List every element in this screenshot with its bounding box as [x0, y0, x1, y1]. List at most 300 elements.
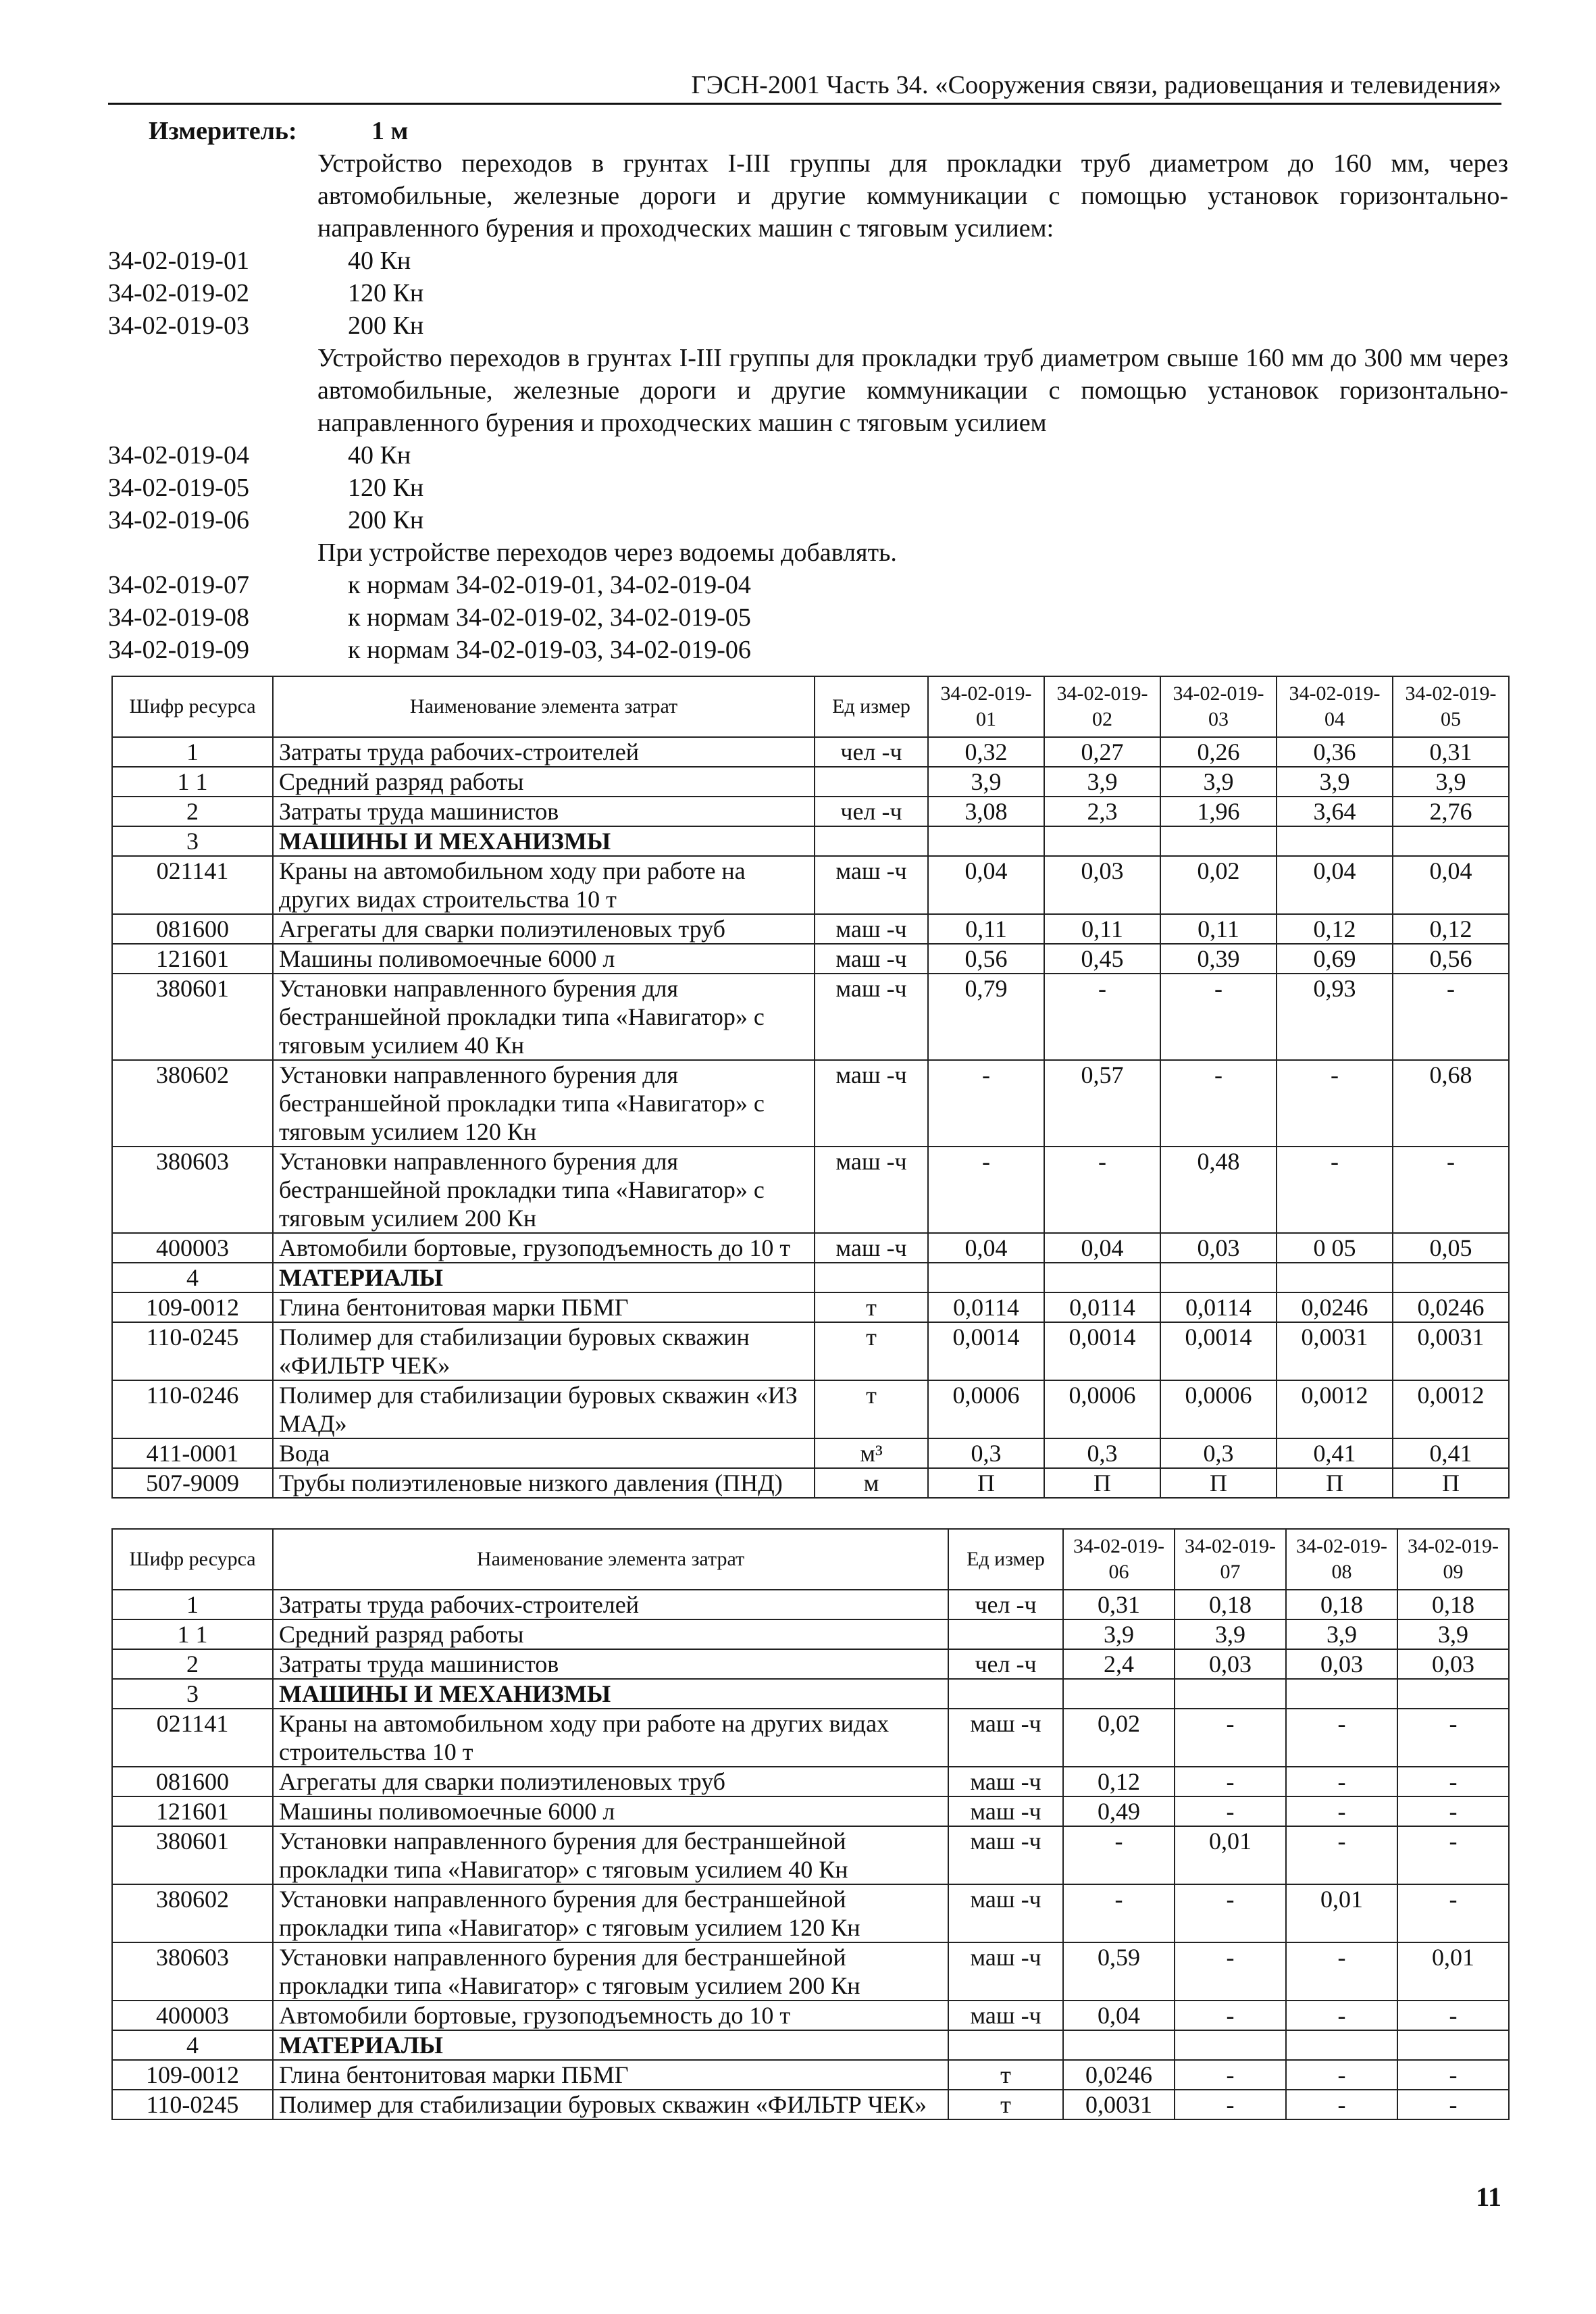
col-header-norm: 34-02-019-09	[1397, 1529, 1509, 1590]
cell-value: -	[1397, 1709, 1509, 1767]
cell-code: 380603	[112, 1147, 273, 1233]
cell-name: Затраты труда машинистов	[273, 797, 815, 826]
norm-code: 34-02-019-01	[108, 247, 249, 275]
cell-value: 0,27	[1044, 737, 1160, 767]
meter-line	[108, 115, 1508, 147]
cell-name: Затраты труда рабочих-строителей	[273, 1590, 948, 1619]
cell-value: 0,0012	[1393, 1380, 1509, 1438]
cell-name: Машины поливомоечные 6000 л	[273, 944, 815, 974]
cell-value: 3,9	[1397, 1619, 1509, 1649]
cell-value: -	[1175, 1884, 1286, 1942]
cell-value: 0,01	[1397, 1942, 1509, 2001]
cell-value: -	[1397, 1884, 1509, 1942]
cell-value: 0,05	[1393, 1233, 1509, 1263]
cell-name: Полимер для стабилизации буровых скважин «ИЗ МАД»	[273, 1380, 815, 1438]
cell-value: 0,01	[1286, 1884, 1397, 1942]
table-row	[112, 797, 1509, 826]
table-row	[112, 2060, 1509, 2090]
meter-label: Измеритель:	[149, 117, 297, 145]
cell-value: -	[928, 1147, 1044, 1233]
cell-name: Трубы полиэтиленовые низкого давления (ПНД)	[273, 1468, 815, 1498]
cell-unit	[948, 1619, 1063, 1649]
table1-body	[112, 737, 1509, 1498]
code-row	[108, 245, 1508, 277]
cell-unit: т	[815, 1292, 928, 1322]
col-header-unit: Ед измер	[948, 1529, 1063, 1590]
cell-value: 3,64	[1277, 797, 1393, 826]
col-header-norm: 34-02-019-05	[1393, 676, 1509, 737]
norm-code: 34-02-019-03	[108, 311, 249, 340]
cell-value	[1044, 1263, 1160, 1292]
cell-value: 0,3	[1160, 1438, 1277, 1468]
table-row	[112, 1292, 1509, 1322]
cell-name: Средний разряд работы	[273, 767, 815, 797]
table-row	[112, 1380, 1509, 1438]
code-row	[108, 601, 1508, 634]
cell-value: 0,11	[1160, 914, 1277, 944]
cell-name: Автомобили бортовые, грузоподъемность до 10 т	[273, 2001, 948, 2030]
cell-value: 0,26	[1160, 737, 1277, 767]
cell-unit: маш -ч	[815, 1147, 928, 1233]
cell-name: Установки направленного бурения для бестраншейной прокладки типа «Навигатор» с тяговым усилием 120 Кн	[273, 1060, 815, 1147]
cell-value: 0,03	[1397, 1649, 1509, 1679]
cell-value: 0,11	[1044, 914, 1160, 944]
cell-value: -	[1286, 2090, 1397, 2119]
cell-unit: маш -ч	[815, 944, 928, 974]
cell-value: 0,0114	[1160, 1292, 1277, 1322]
cell-value	[1175, 1679, 1286, 1709]
cell-value: 2,4	[1063, 1649, 1175, 1679]
cell-name: Вода	[273, 1438, 815, 1468]
norm-text: 40 Кн	[348, 441, 411, 470]
cell-value: -	[1397, 2001, 1509, 2030]
col-header-norm: 34-02-019-08	[1286, 1529, 1397, 1590]
cell-name: МАШИНЫ И МЕХАНИЗМЫ	[273, 826, 815, 856]
cell-value	[1277, 1263, 1393, 1292]
section-row	[112, 2030, 1509, 2060]
cell-value: 0,68	[1393, 1060, 1509, 1147]
cell-code: 380601	[112, 1826, 273, 1884]
cell-code: 021141	[112, 1709, 273, 1767]
cell-value: 0,0246	[1063, 2060, 1175, 2090]
cell-value: 0,03	[1175, 1649, 1286, 1679]
cell-value: 0,0014	[928, 1322, 1044, 1380]
cell-value: 0,56	[1393, 944, 1509, 974]
cell-value: -	[1286, 1942, 1397, 2001]
norm-text: 200 Кн	[348, 311, 424, 340]
cell-value: 0,0014	[1160, 1322, 1277, 1380]
cell-code: 411-0001	[112, 1438, 273, 1468]
code-row	[108, 439, 1508, 472]
cell-unit: т	[815, 1322, 928, 1380]
section-row	[112, 1263, 1509, 1292]
table-row	[112, 1468, 1509, 1498]
cell-value	[1393, 1263, 1509, 1292]
cell-unit: маш -ч	[948, 1796, 1063, 1826]
cell-value	[1063, 2030, 1175, 2060]
cell-unit: чел -ч	[815, 737, 928, 767]
cell-value: -	[1175, 2090, 1286, 2119]
cell-unit: чел -ч	[948, 1590, 1063, 1619]
table-row	[112, 974, 1509, 1060]
cell-name: Установки направленного бурения для бестраншейной прокладки типа «Навигатор» с тяговым усилием 120 Кн	[273, 1884, 948, 1942]
cell-code: 4	[112, 1263, 273, 1292]
table-row	[112, 737, 1509, 767]
cell-value: 0,0006	[928, 1380, 1044, 1438]
cell-value	[1397, 2030, 1509, 2060]
cell-code: 400003	[112, 2001, 273, 2030]
cell-value: 3,9	[928, 767, 1044, 797]
norm-text: 40 Кн	[348, 247, 411, 275]
resource-table-2	[111, 1528, 1510, 2120]
cell-value: 0,04	[1044, 1233, 1160, 1263]
cell-value: 0,93	[1277, 974, 1393, 1060]
cell-unit: маш -ч	[815, 974, 928, 1060]
cell-name: Средний разряд работы	[273, 1619, 948, 1649]
table-row	[112, 1322, 1509, 1380]
cell-value: 0,0246	[1277, 1292, 1393, 1322]
group3-note: При устройстве переходов через водоемы добавлять.	[317, 538, 897, 567]
norm-code: 34-02-019-06	[108, 506, 249, 534]
col-header-code: Шифр ресурса	[112, 676, 273, 737]
cell-code: 380602	[112, 1060, 273, 1147]
code-row	[108, 634, 1508, 666]
cell-code: 1	[112, 737, 273, 767]
cell-code: 021141	[112, 856, 273, 914]
cell-code: 400003	[112, 1233, 273, 1263]
cell-code: 2	[112, 1649, 273, 1679]
cell-name: Глина бентонитовая марки ПБМГ	[273, 2060, 948, 2090]
cell-value	[1393, 826, 1509, 856]
table-row	[112, 1438, 1509, 1468]
cell-value: 3,08	[928, 797, 1044, 826]
cell-value: 1,96	[1160, 797, 1277, 826]
cell-unit: маш -ч	[815, 914, 928, 944]
norm-code: 34-02-019-05	[108, 474, 249, 502]
cell-value: 0,41	[1277, 1438, 1393, 1468]
cell-name: Глина бентонитовая марки ПБМГ	[273, 1292, 815, 1322]
cell-value: 0,3	[928, 1438, 1044, 1468]
cell-value: 0,11	[928, 914, 1044, 944]
cell-code: 2	[112, 797, 273, 826]
cell-value: 0,69	[1277, 944, 1393, 974]
cell-unit: маш -ч	[815, 1233, 928, 1263]
cell-unit: чел -ч	[815, 797, 928, 826]
resource-table-1	[111, 676, 1510, 1499]
norm-code: 34-02-019-02	[108, 279, 249, 307]
cell-name: МАШИНЫ И МЕХАНИЗМЫ	[273, 1679, 948, 1709]
col-header-unit: Ед измер	[815, 676, 928, 737]
norm-code: 34-02-019-09	[108, 636, 249, 664]
norm-code: 34-02-019-07	[108, 571, 249, 599]
cell-value: -	[1286, 1767, 1397, 1796]
cell-value: 0,03	[1044, 856, 1160, 914]
table-row	[112, 1147, 1509, 1233]
cell-name: Затраты труда рабочих-строителей	[273, 737, 815, 767]
cell-name: Полимер для стабилизации буровых скважин «ФИЛЬТР ЧЕК»	[273, 1322, 815, 1380]
cell-code: 3	[112, 1679, 273, 1709]
cell-value: -	[1397, 1767, 1509, 1796]
cell-value	[1063, 1679, 1175, 1709]
cell-value: -	[1397, 2060, 1509, 2090]
col-header-norm: 34-02-019-04	[1277, 676, 1393, 737]
norm-code: 34-02-019-04	[108, 441, 249, 470]
cell-value: 0,31	[1393, 737, 1509, 767]
cell-unit: маш -ч	[948, 1709, 1063, 1767]
group1-description: Устройство переходов в грунтах I-III группы для прокладки труб диаметром до 160 мм, через автомобильные, железные дороги и другие коммуникации с помощью установок горизонтально-направленного бурения и проходческих машин с тяговым усилием:	[317, 149, 1508, 243]
cell-code: 380603	[112, 1942, 273, 2001]
cell-code: 121601	[112, 944, 273, 974]
cell-value: 0,57	[1044, 1060, 1160, 1147]
section-row	[112, 1679, 1509, 1709]
cell-value	[1286, 1679, 1397, 1709]
code-row	[108, 309, 1508, 342]
cell-value: -	[1044, 1147, 1160, 1233]
cell-value: -	[1044, 974, 1160, 1060]
cell-value: 0,04	[1393, 856, 1509, 914]
col-header-norm: 34-02-019-02	[1044, 676, 1160, 737]
cell-unit	[815, 826, 928, 856]
cell-code: 507-9009	[112, 1468, 273, 1498]
cell-value: 3,9	[1277, 767, 1393, 797]
cell-value: 0,36	[1277, 737, 1393, 767]
cell-value: 3,9	[1286, 1619, 1397, 1649]
table-row	[112, 1942, 1509, 2001]
cell-value: П	[1044, 1468, 1160, 1498]
cell-value: -	[1175, 2060, 1286, 2090]
col-header-norm: 34-02-019-06	[1063, 1529, 1175, 1590]
cell-value: -	[1175, 1709, 1286, 1767]
cell-value: 0,0031	[1063, 2090, 1175, 2119]
table-row	[112, 914, 1509, 944]
cell-value: -	[1286, 1709, 1397, 1767]
cell-value: -	[1063, 1884, 1175, 1942]
cell-value: -	[1160, 974, 1277, 1060]
cell-value: 0,49	[1063, 1796, 1175, 1826]
cell-value: 0,02	[1160, 856, 1277, 914]
cell-name: Краны на автомобильном ходу при работе на других видах строительства 10 т	[273, 1709, 948, 1767]
page-header: ГЭСН-2001 Часть 34. «Сооружения связи, радиовещания и телевидения»	[108, 68, 1501, 105]
cell-value: -	[1286, 1796, 1397, 1826]
table-row	[112, 1826, 1509, 1884]
cell-value: 0,32	[928, 737, 1044, 767]
cell-value: 0,0114	[1044, 1292, 1160, 1322]
cell-value: 0,01	[1175, 1826, 1286, 1884]
cell-code: 1 1	[112, 1619, 273, 1649]
cell-value: 0,12	[1393, 914, 1509, 944]
table-row	[112, 2001, 1509, 2030]
cell-value: 3,9	[1160, 767, 1277, 797]
cell-unit: т	[815, 1380, 928, 1438]
table-row	[112, 1796, 1509, 1826]
cell-value: 0,56	[928, 944, 1044, 974]
cell-code: 110-0245	[112, 2090, 273, 2119]
cell-unit	[948, 1679, 1063, 1709]
cell-value: 0,48	[1160, 1147, 1277, 1233]
section-row	[112, 826, 1509, 856]
code-row	[108, 277, 1508, 309]
group2-description: Устройство переходов в грунтах I-III группы для прокладки труб диаметром свыше 160 мм до 300 мм через автомобильные, железные дороги и другие коммуникации с помощью установок горизонтально-направленного бурения и проходческих машин с тяговым усилием	[317, 344, 1508, 437]
cell-unit: маш -ч	[948, 2001, 1063, 2030]
cell-value: 0,45	[1044, 944, 1160, 974]
cell-value: -	[1160, 1060, 1277, 1147]
table-row	[112, 1884, 1509, 1942]
norm-text: к нормам 34-02-019-03, 34-02-019-06	[348, 636, 751, 664]
cell-value	[1286, 2030, 1397, 2060]
cell-unit: м	[815, 1468, 928, 1498]
cell-value	[1397, 1679, 1509, 1709]
norm-text: 200 Кн	[348, 506, 424, 534]
cell-value: -	[1175, 1942, 1286, 2001]
cell-value	[1175, 2030, 1286, 2060]
cell-value: 0,0006	[1044, 1380, 1160, 1438]
cell-value: -	[1277, 1147, 1393, 1233]
cell-value: -	[1175, 1767, 1286, 1796]
cell-value: -	[1175, 2001, 1286, 2030]
cell-value: 0,18	[1286, 1590, 1397, 1619]
cell-value: 0,04	[928, 1233, 1044, 1263]
norm-text: 120 Кн	[348, 279, 424, 307]
code-row	[108, 472, 1508, 504]
cell-value	[1277, 826, 1393, 856]
cell-code: 4	[112, 2030, 273, 2060]
code-row	[108, 504, 1508, 536]
norm-code: 34-02-019-08	[108, 603, 249, 632]
cell-value: -	[1063, 1826, 1175, 1884]
cell-value: -	[1286, 2001, 1397, 2030]
cell-value: 3,9	[1063, 1619, 1175, 1649]
cell-value: 0,31	[1063, 1590, 1175, 1619]
cell-unit: маш -ч	[948, 1884, 1063, 1942]
cell-unit	[948, 2030, 1063, 2060]
col-header-code: Шифр ресурса	[112, 1529, 273, 1590]
cell-name: Автомобили бортовые, грузоподъемность до 10 т	[273, 1233, 815, 1263]
cell-unit: маш -ч	[815, 856, 928, 914]
norm-text: к нормам 34-02-019-02, 34-02-019-05	[348, 603, 751, 632]
cell-value: 0,18	[1397, 1590, 1509, 1619]
cell-value: 0,18	[1175, 1590, 1286, 1619]
cell-value: 0,04	[928, 856, 1044, 914]
table-header-row	[112, 1529, 1509, 1590]
cell-code: 3	[112, 826, 273, 856]
cell-name: Затраты труда машинистов	[273, 1649, 948, 1679]
cell-value: П	[1277, 1468, 1393, 1498]
cell-name: Агрегаты для сварки полиэтиленовых труб	[273, 914, 815, 944]
cell-unit: маш -ч	[948, 1942, 1063, 2001]
table2-body	[112, 1590, 1509, 2119]
cell-value: 0,03	[1160, 1233, 1277, 1263]
col-header-name: Наименование элемента затрат	[273, 1529, 948, 1590]
cell-value: 0,0031	[1277, 1322, 1393, 1380]
cell-code: 081600	[112, 1767, 273, 1796]
col-header-norm: 34-02-019-01	[928, 676, 1044, 737]
cell-code: 121601	[112, 1796, 273, 1826]
cell-value: П	[928, 1468, 1044, 1498]
cell-value	[1160, 1263, 1277, 1292]
cell-unit: маш -ч	[815, 1060, 928, 1147]
cell-unit	[815, 767, 928, 797]
cell-code: 109-0012	[112, 2060, 273, 2090]
cell-value: 0,04	[1063, 2001, 1175, 2030]
table-row	[112, 2090, 1509, 2119]
cell-value: 0,0031	[1393, 1322, 1509, 1380]
cell-value: 0,41	[1393, 1438, 1509, 1468]
cell-unit: т	[948, 2090, 1063, 2119]
cell-name: Установки направленного бурения для бестраншейной прокладки типа «Навигатор» с тяговым усилием 40 Кн	[273, 1826, 948, 1884]
cell-value: 0,79	[928, 974, 1044, 1060]
cell-value: 0,12	[1063, 1767, 1175, 1796]
cell-value: -	[1175, 1796, 1286, 1826]
cell-value: 3,9	[1175, 1619, 1286, 1649]
cell-name: Установки направленного бурения для бестраншейной прокладки типа «Навигатор» с тяговым усилием 40 Кн	[273, 974, 815, 1060]
cell-value: 0,0114	[928, 1292, 1044, 1322]
cell-value: -	[1393, 1147, 1509, 1233]
cell-value: 0,3	[1044, 1438, 1160, 1468]
table-row	[112, 944, 1509, 974]
table-row	[112, 1590, 1509, 1619]
cell-value: П	[1393, 1468, 1509, 1498]
col-header-norm: 34-02-019-07	[1175, 1529, 1286, 1590]
cell-code: 110-0246	[112, 1380, 273, 1438]
cell-name: Установки направленного бурения для бестраншейной прокладки типа «Навигатор» с тяговым усилием 200 Кн	[273, 1147, 815, 1233]
cell-name: МАТЕРИАЛЫ	[273, 1263, 815, 1292]
cell-name: Машины поливомоечные 6000 л	[273, 1796, 948, 1826]
table-row	[112, 1767, 1509, 1796]
cell-value	[928, 1263, 1044, 1292]
cell-value: 0 05	[1277, 1233, 1393, 1263]
cell-value: -	[1397, 1826, 1509, 1884]
table-row	[112, 767, 1509, 797]
cell-value: -	[1397, 1796, 1509, 1826]
cell-name: Установки направленного бурения для бестраншейной прокладки типа «Навигатор» с тяговым усилием 200 Кн	[273, 1942, 948, 2001]
cell-value: 3,9	[1393, 767, 1509, 797]
cell-unit: т	[948, 2060, 1063, 2090]
col-header-name: Наименование элемента затрат	[273, 676, 815, 737]
cell-code: 380601	[112, 974, 273, 1060]
cell-code: 1 1	[112, 767, 273, 797]
cell-code: 1	[112, 1590, 273, 1619]
col-header-norm: 34-02-019-03	[1160, 676, 1277, 737]
cell-value: -	[1286, 1826, 1397, 1884]
cell-value: 2,3	[1044, 797, 1160, 826]
cell-unit: маш -ч	[948, 1767, 1063, 1796]
cell-value	[1044, 826, 1160, 856]
cell-value: -	[928, 1060, 1044, 1147]
cell-code: 380602	[112, 1884, 273, 1942]
cell-value: 0,0014	[1044, 1322, 1160, 1380]
cell-name: Агрегаты для сварки полиэтиленовых труб	[273, 1767, 948, 1796]
cell-value: -	[1286, 2060, 1397, 2090]
cell-value: 0,12	[1277, 914, 1393, 944]
meter-value: 1 м	[371, 117, 409, 145]
cell-value: 3,9	[1044, 767, 1160, 797]
cell-code: 109-0012	[112, 1292, 273, 1322]
cell-value: 0,04	[1277, 856, 1393, 914]
page-number: 11	[1476, 2182, 1501, 2212]
cell-name: Полимер для стабилизации буровых скважин «ФИЛЬТР ЧЕК»	[273, 2090, 948, 2119]
cell-value	[1160, 826, 1277, 856]
table-row	[112, 856, 1509, 914]
cell-value: -	[1397, 2090, 1509, 2119]
cell-name: Краны на автомобильном ходу при работе на других видах строительства 10 т	[273, 856, 815, 914]
cell-value: П	[1160, 1468, 1277, 1498]
cell-code: 110-0245	[112, 1322, 273, 1380]
cell-value	[928, 826, 1044, 856]
cell-unit: маш -ч	[948, 1826, 1063, 1884]
code-row	[108, 569, 1508, 601]
cell-value: -	[1277, 1060, 1393, 1147]
cell-value: 0,0006	[1160, 1380, 1277, 1438]
